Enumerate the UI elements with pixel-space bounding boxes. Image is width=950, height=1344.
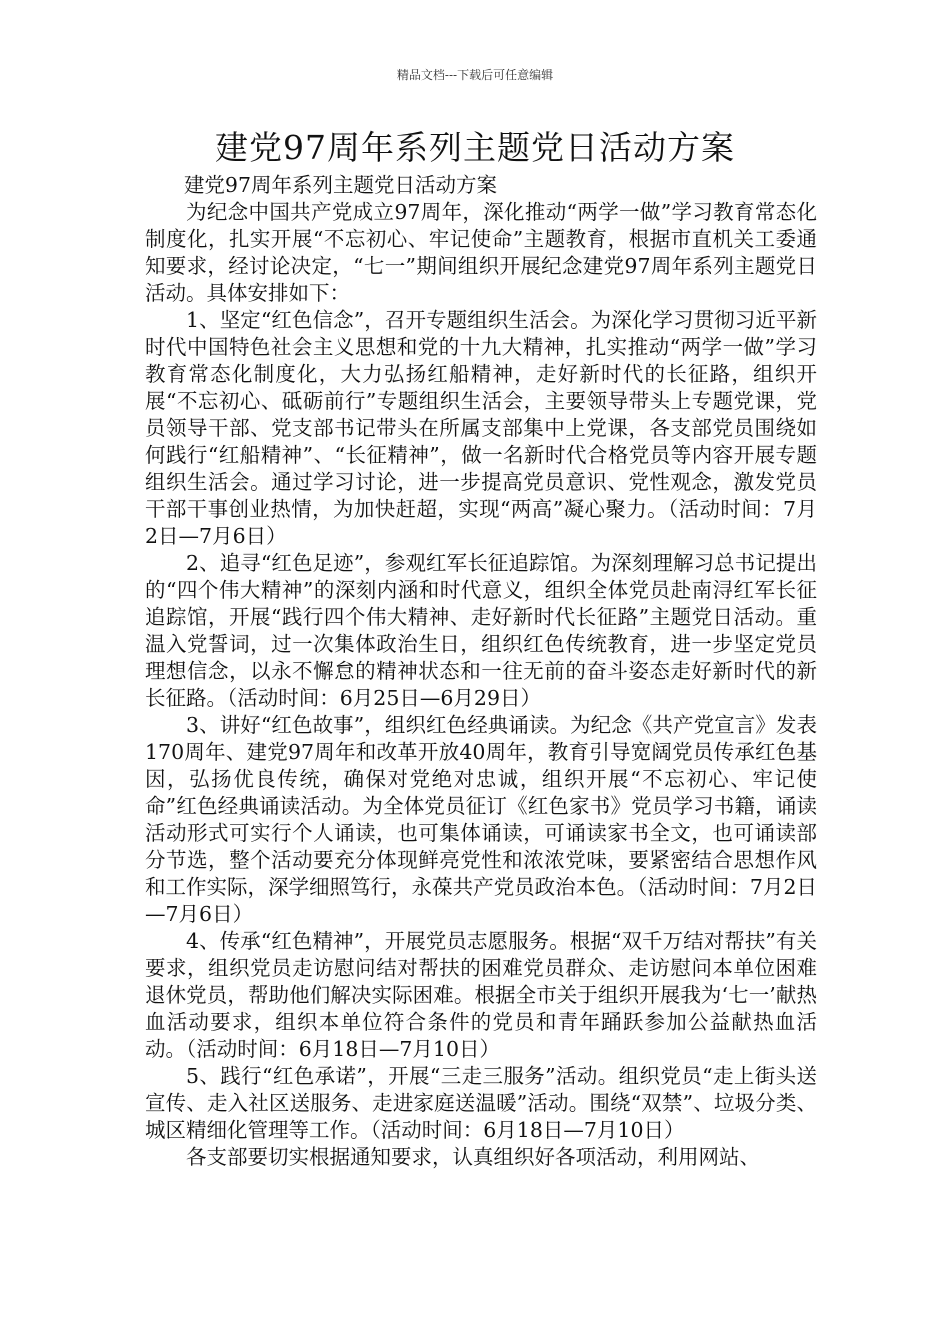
paragraph-intro: 为纪念中国共产党成立97周年，深化推动“两学一做”学习教育常态化制度化，扎实开展“不忘初心、牢记使命”主题教育，根据市直机关工委通知要求，经讨论决定，“七一”期间组织开展纪念建党97周年系列主题党日活动。具体安排如下： [145,200,817,305]
paragraph-item-5: 5、践行“红色承诺”，开展“三走三服务”活动。组织党员“走上街头送宣传、走入社区送服务、走进家庭送温暖”活动。围绕“双禁”、垃圾分类、城区精细化管理等工作。（活动时间：6月18日—7月10日） [145,1064,817,1142]
paragraph-closing: 各支部要切实根据通知要求，认真组织好各项活动，利用网站、 [186,1145,760,1169]
document-body [145,172,817,1171]
paragraph-item-4: 4、传承“红色精神”，开展党员志愿服务。根据“双千万结对帮扶”有关要求，组织党员走访慰问结对帮扶的困难党员群众、走访慰问本单位困难退休党员，帮助他们解决实际困难。根据全市关于组织开展我为‘七一’献热血活动要求，组织本单位符合条件的党员和青年踊跃参加公益献热血活动。（活动时间：6月18日—7月10日） [145,929,817,1061]
page-header: 精品文档---下载后可任意编辑 [396,68,554,82]
paragraph-item-3: 3、讲好“红色故事”，组织红色经典诵读。为纪念《共产党宣言》发表170周年、建党97周年和改革开放40周年，教育引导宽阔党员传承红色基因，弘扬优良传统，确保对党绝对忠诚，组织开展“不忘初心、牢记使命”红色经典诵读活动。为全体党员征订《红色家书》党员学习书籍，诵读活动形式可实行个人诵读，也可集体诵读，可诵读家书全文，也可诵读部分节选，整个活动要充分体现鲜亮党性和浓浓党味，要紧密结合思想作风和工作实际，深学细照笃行，永葆共产党员政治本色。（活动时间：7月2日—7月6日） [145,713,817,926]
paragraph-item-1: 1、坚定“红色信念”，召开专题组织生活会。为深化学习贯彻习近平新时代中国特色社会主义思想和党的十九大精神，扎实推动“两学一做”学习教育常态化制度化，大力弘扬红船精神，走好新时代的长征路，组织开展“不忘初心、砥砺前行”专题组织生活会，主要领导带头上专题党课，党员领导干部、党支部书记带头在所属支部集中上党课，各支部党员围绕如何践行“红船精神”、“长征精神”，做一名新时代合格党员等内容开展专题组织生活会。通过学习讨论，进一步提高党员意识、党性观念，激发党员干部干事创业热情，为加快赶超，实现“两高”凝心聚力。（活动时间：7月2日—7月6日） [145,308,817,548]
document-subtitle: 建党97周年系列主题党日活动方案 [183,173,498,197]
document-title: 建党97周年系列主题党日活动方案 [215,128,735,167]
paragraph-item-2: 2、追寻“红色足迹”，参观红军长征追踪馆。为深刻理解习总书记提出的“四个伟大精神”的深刻内涵和时代意义，组织全体党员赴南浔红军长征追踪馆，开展“践行四个伟大精神、走好新时代长征路”主题党日活动。重温入党誓词，过一次集体政治生日，组织红色传统教育，进一步坚定党员理想信念，以永不懈怠的精神状态和一往无前的奋斗姿态走好新时代的新长征路。（活动时间：6月25日—6月29日） [145,551,817,710]
